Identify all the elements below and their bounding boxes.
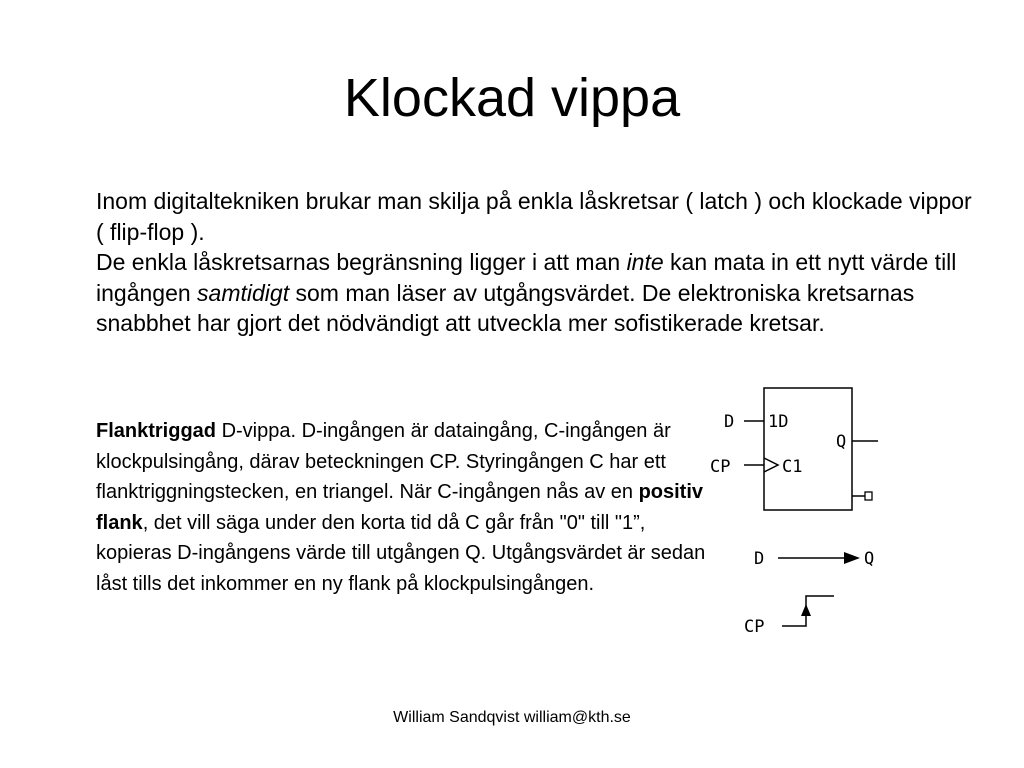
rising-edge-arrow-icon <box>801 604 811 616</box>
description-text-2: , det vill säga under den korta tid då C går från "0" till "1”, kopieras D-ingångens värde till utgången Q. Utgångsvärdet är sedan låst tills det inkommer en ny flank på klockpulsingången. <box>96 511 706 595</box>
q-legend-label: Q <box>864 549 875 569</box>
intro-p2-part-c: som man läser av utgångsvärdet. De elektroniska kretsarnas snabbhet har gjort det nödvändigt att utveckla mer sofistikerade kretsar. <box>96 279 915 336</box>
cp-input-label: CP <box>710 457 731 477</box>
description-bold-flanktriggad: Flanktriggad <box>96 420 217 442</box>
pin-c1-label: C1 <box>782 457 803 477</box>
intro-paragraph-1: Inom digitaltekniken brukar man skilja på enkla låskretsar ( latch ) och klockade vippor ( flip-flop ). <box>96 188 972 245</box>
intro-text <box>96 186 976 339</box>
flipflop-description <box>96 416 706 599</box>
pin-1d-label: 1D <box>768 412 789 432</box>
intro-p2-part-b: kan mata in ett nytt värde till ingången <box>96 249 957 306</box>
q-output-label: Q <box>836 432 847 452</box>
intro-p2-emphasis-inte: inte <box>626 249 664 275</box>
cp-legend-label: CP <box>744 617 765 637</box>
d-legend-label: D <box>754 549 765 569</box>
footer-author: William Sandqvist william@kth.se <box>393 709 631 726</box>
arrow-head-icon <box>844 552 860 564</box>
slide-title: Klockad vippa <box>343 68 681 128</box>
intro-p2-part-a: De enkla låskretsarnas begränsning ligger i att man <box>96 249 627 275</box>
description-paragraph <box>96 416 706 599</box>
inversion-circle-icon <box>865 492 872 500</box>
description-text-1: D-vippa. D-ingången är dataingång, C-ingången är klockpulsingång, därav beteckningen CP. Styringången C har ett flanktriggningstecken, en triangel. När C-ingången nås av en <box>96 420 671 503</box>
description-bold-positiv-flank: positiv flank <box>96 481 704 534</box>
d-input-label: D <box>724 412 735 432</box>
d-flipflop-diagram <box>700 380 900 650</box>
intro-p2-emphasis-samtidigt: samtidigt <box>197 279 290 306</box>
clock-triangle-icon <box>764 458 778 472</box>
intro-paragraph-2 <box>96 247 976 339</box>
